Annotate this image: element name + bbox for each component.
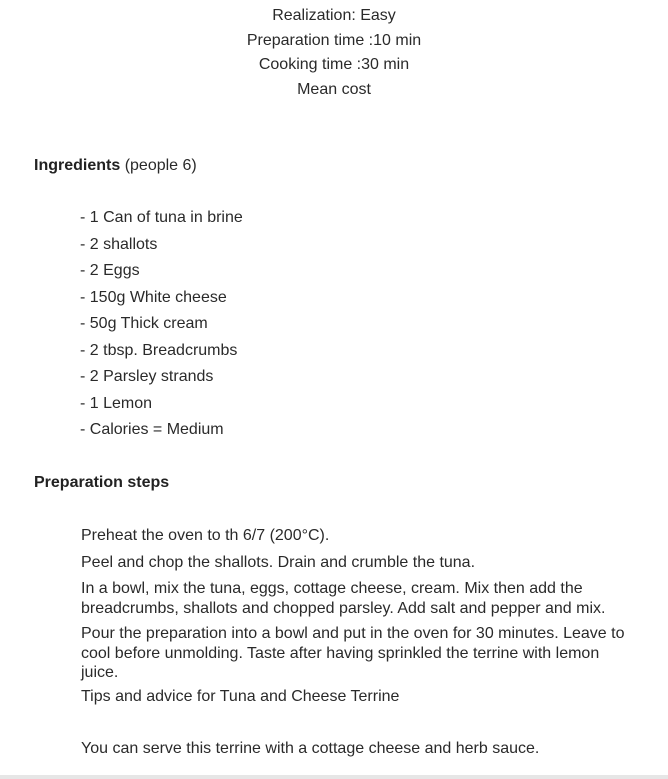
- step-text: Pour the preparation into a bowl and put in the oven for 30 minutes. Leave to cool before unmolding. Taste after having sprinkled the terrine with lemon juice.: [81, 625, 625, 681]
- step-text: In a bowl, mix the tuna, eggs, cottage cheese, cream. Mix then add the breadcrumbs, shallots and chopped parsley. Add salt and pepper and mix.: [81, 580, 606, 617]
- ingredient-item: - 50g Thick cream: [80, 315, 208, 332]
- ingredient-item: - 2 Eggs: [80, 262, 140, 279]
- ingredient-item: - Calories = Medium: [80, 421, 224, 438]
- preparation-heading: [34, 473, 169, 493]
- step-2: [81, 553, 631, 573]
- preparation-title: Preparation steps: [34, 474, 170, 491]
- step-1: [81, 526, 631, 546]
- cooking-time-text: Cooking time :30 min: [258, 56, 410, 74]
- tips-title-text: Tips and advice for Tuna and Cheese Terrine: [81, 688, 400, 705]
- ingredients-heading: [34, 156, 197, 176]
- step-3: [81, 579, 631, 618]
- ingredient-item: - 150g White cheese: [80, 288, 227, 306]
- tip-paragraph: You can serve this terrine with a cottage cheese and herb sauce.: [81, 740, 540, 757]
- tip-text: [81, 739, 631, 759]
- step-4: [81, 624, 631, 683]
- recipe-meta: [0, 4, 668, 103]
- tips-title: [81, 687, 631, 707]
- realization-text: Realization: Easy: [272, 7, 396, 24]
- ingredient-item: - 1 Lemon: [80, 394, 153, 412]
- ingredients-title: Ingredients: [34, 157, 121, 174]
- step-text: Preheat the oven to th 6/7 (200°C).: [81, 527, 330, 544]
- ingredient-item: - 1 Can of tuna in brine: [80, 209, 243, 226]
- ingredient-item: - 2 tbsp. Breadcrumbs: [80, 341, 238, 359]
- ingredient-item: - 2 shallots: [80, 235, 158, 253]
- page-bottom-divider: [0, 775, 668, 779]
- cost-text: Mean cost: [297, 81, 371, 99]
- ingredient-item: - 2 Parsley strands: [80, 368, 214, 385]
- ingredients-list: [80, 205, 243, 444]
- step-text: Peel and chop the shallots. Drain and crumble the tuna.: [81, 554, 476, 571]
- preparation-time-text: Preparation time :10 min: [246, 31, 422, 49]
- ingredients-people: (people 6): [124, 157, 197, 174]
